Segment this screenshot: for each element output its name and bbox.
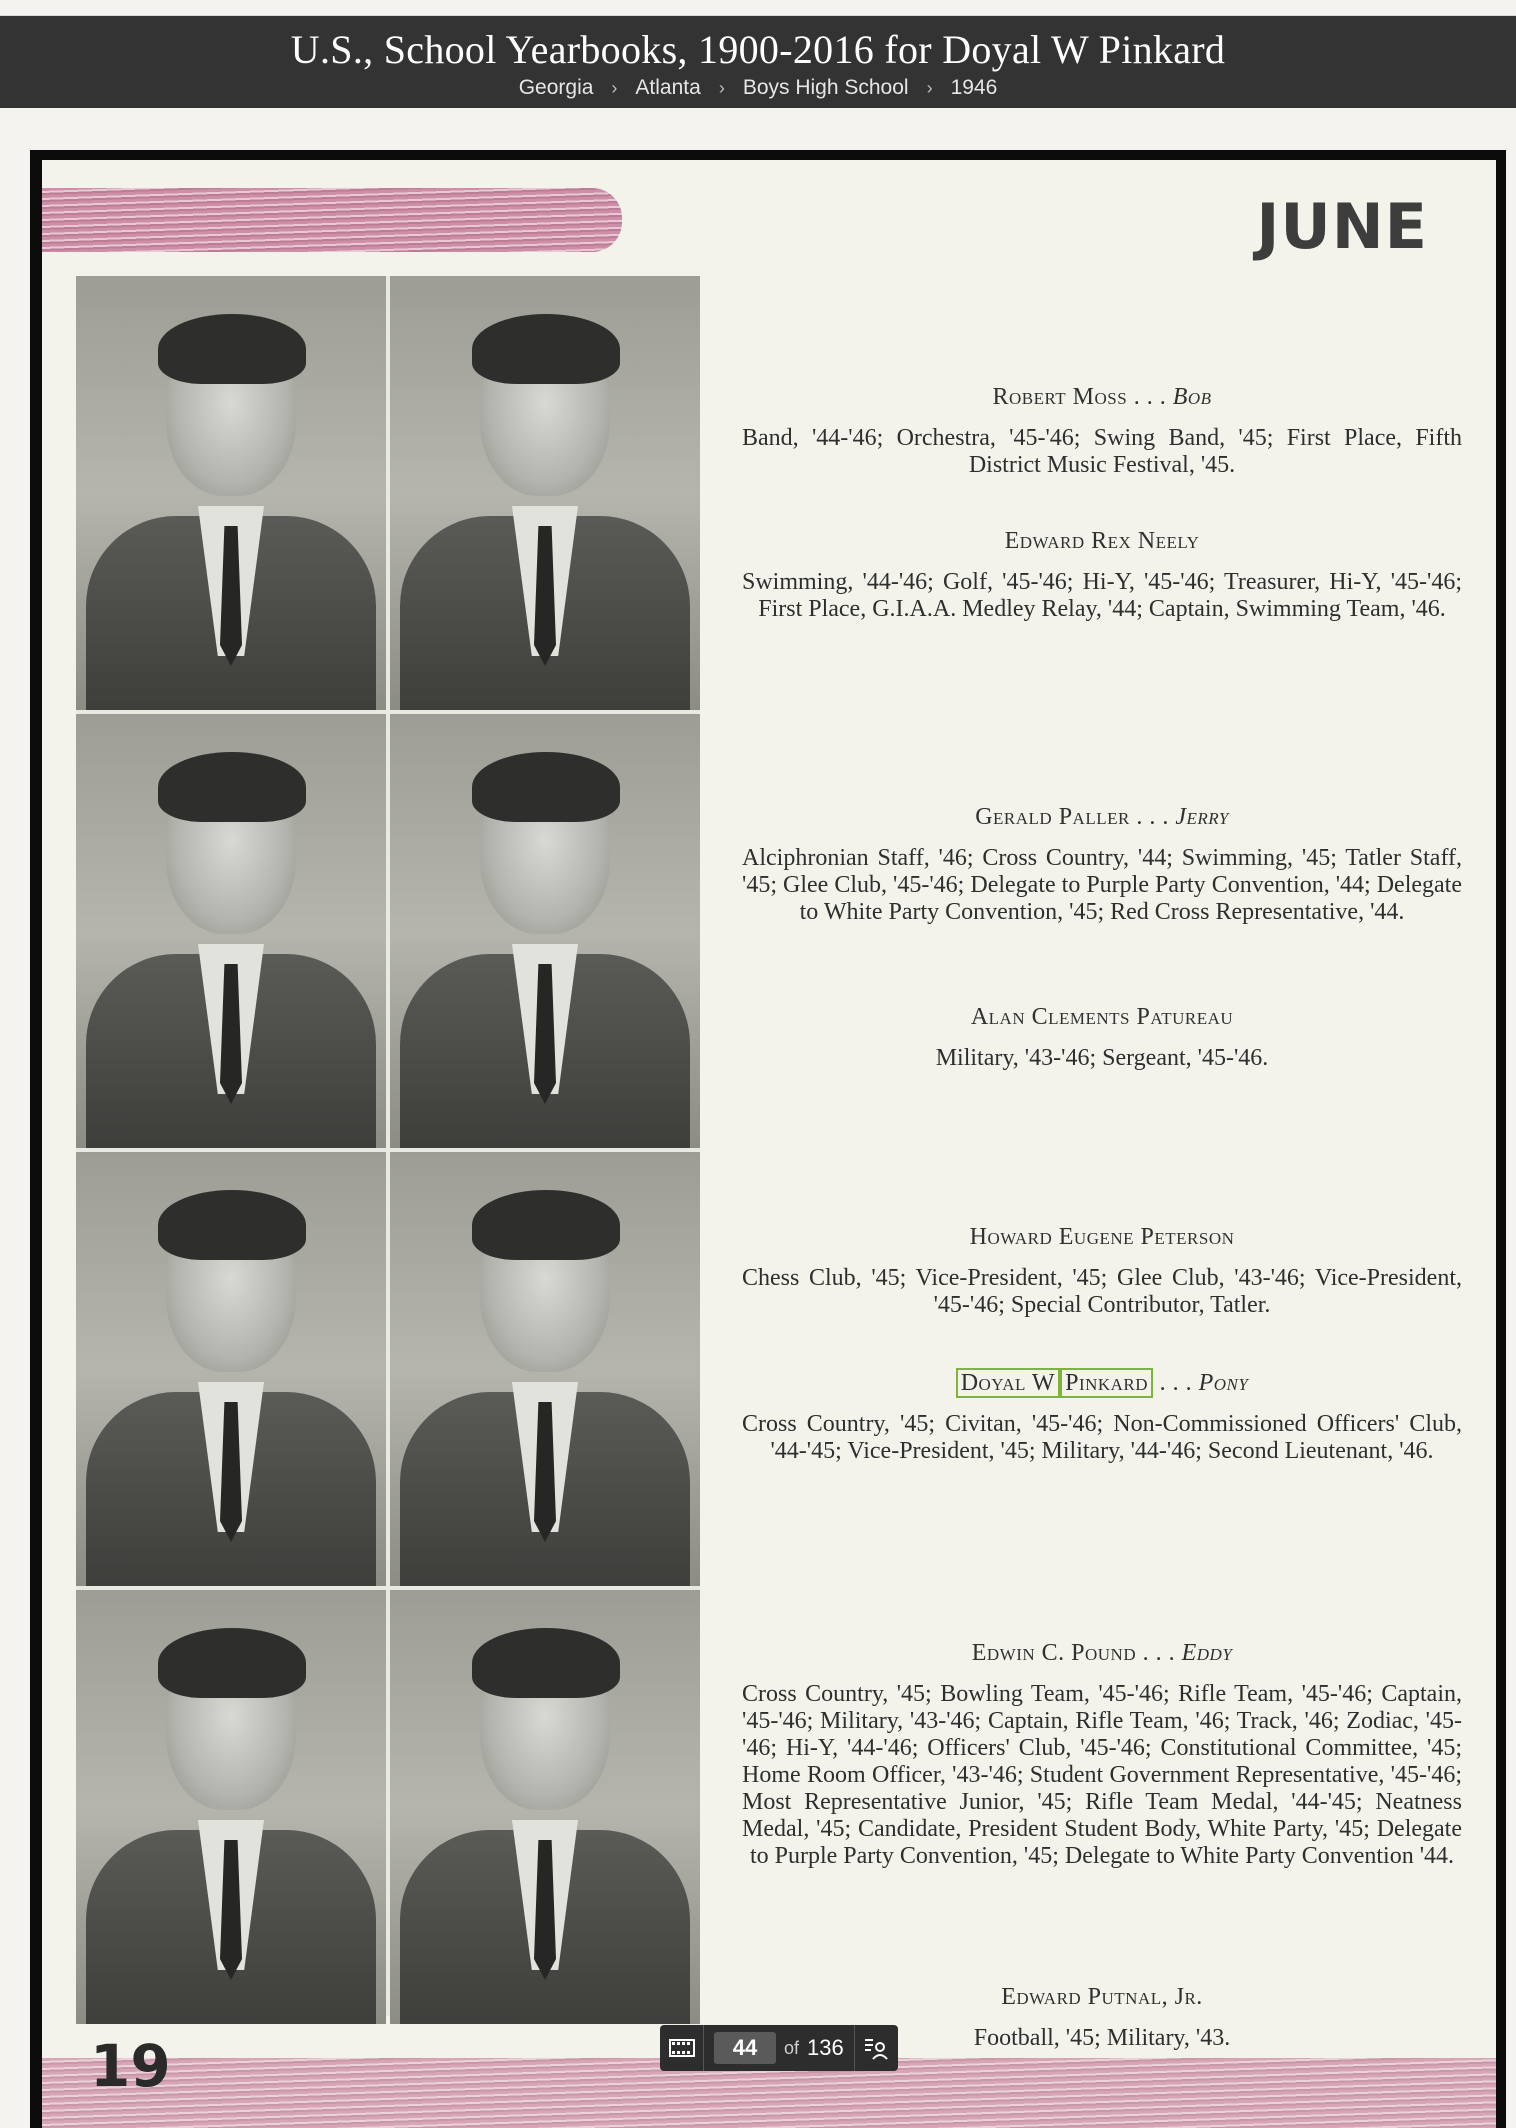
student-entry [742, 1224, 1462, 1319]
student-nickname: Eddy [1181, 1640, 1233, 1666]
portrait-grid [76, 276, 700, 2016]
student-name: Edward Putnal, Jr. [1001, 1984, 1203, 2010]
person-index-icon [863, 2035, 889, 2061]
student-name: Gerald Paller [975, 804, 1130, 830]
decorative-brush-stroke [42, 188, 622, 252]
chevron-right-icon: › [926, 77, 933, 98]
student-activities: Cross Country, '45; Bowling Team, '45-'46; Rifle Team, '45-'46; Captain, '45-'46; Military, '43-'46; Captain, Rifle Team, '46; Track, '46; Zodiac, '45-'46; Hi-Y, '44-'46; Officers' Club, '45-'46; Constitutional Committee, '45; Home Room Officer, '43-'46; Student Government Representative, '45-'46; Most Representative Junior, '45; Rifle Team Medal, '44-'45; Neatness Medal, '45; Candidate, President Student Body, White Party, '45; Delegate to Purple Party Convention, '45; Delegate to White Party Convention '44. [742, 1681, 1462, 1869]
highlighted-last-name[interactable]: Pinkard [1060, 1368, 1153, 1398]
portrait-photo [390, 1590, 700, 2024]
yearbook-page[interactable] [42, 160, 1496, 2128]
student-entry [742, 528, 1462, 623]
total-pages: 136 [807, 2035, 844, 2060]
student-name: Edward Rex Neely [1004, 528, 1200, 554]
student-entry: Edwin C. Pound . . . Eddy Cross Country, '45; Bowling Team, '45-'46; Rifle Team, '45-'46; Captain, '45-'46; Military, '43-'46; Captain, Rifle Team, '46; Track, '46; Zodiac, '45-'46; Hi-Y, '44-'46; Officers' Club, '45-'46; Constitutional Committee, '45; Home Room Officer, '43-'46; Student Government Representative, '45-'46; Most Representative Junior, '45; Rifle Team Medal, '44-'45; Neatness Medal, '45; Candidate, President Student Body, White Party, '45; Delegate to Purple Party Convention, '45; Delegate to White Party Convention '44. [742, 1640, 1462, 1869]
student-activities: Cross Country, '45; Civitan, '45-'46; Non-Commissioned Officers' Club, '44-'45; Vice-President, '45; Military, '44-'46; Second Lieutenant, '46. [742, 1411, 1462, 1464]
highlighted-first-name[interactable]: Doyal W [956, 1368, 1060, 1398]
breadcrumb-city[interactable]: Atlanta [635, 76, 701, 99]
student-entry: Robert Moss . . . Bob Band, '44-'46; Orchestra, '45-'46; Swing Band, '45; First Place, Fifth District Music Festival, '45. [742, 384, 1462, 478]
student-nickname: Pony [1198, 1370, 1249, 1396]
student-activities: Military, '43-'46; Sergeant, '45-'46. [935, 1045, 1269, 1071]
student-entry: Gerald Paller . . . Jerry Alciphronian Staff, '46; Cross Country, '44; Swimming, '45; Tatler Staff, '45; Glee Club, '45-'46; Delegate to Purple Party Convention, '44; Delegate to White Party Convention, '45; Red Cross Representative, '44. [742, 804, 1462, 925]
breadcrumb [0, 76, 1516, 100]
student-activities: Swimming, '44-'46; Golf, '45-'46; Hi-Y, '45-'46; Treasurer, Hi-Y, '45-'46; First Place, G.I.A.A. Medley Relay, '44; Captain, Swimming Team, '46. [742, 569, 1462, 622]
student-activities: Football, '45; Military, '43. [973, 2025, 1231, 2051]
student-nickname: Bob [1172, 384, 1212, 410]
browser-top-strip [0, 0, 1516, 16]
student-name: Edwin C. Pound [971, 1640, 1137, 1666]
portrait-photo [76, 1590, 386, 2024]
page-indicator [704, 2032, 854, 2064]
printed-page-number: 19 [90, 2032, 171, 2100]
chevron-right-icon: › [718, 77, 725, 98]
student-name: Alan Clements Patureau [970, 1004, 1234, 1030]
of-label: of [784, 2037, 800, 2058]
student-name: Robert Moss [992, 384, 1128, 410]
portrait-photo [76, 276, 386, 710]
person-index-button[interactable] [854, 2025, 898, 2071]
student-activities: Band, '44-'46; Orchestra, '45-'46; Swing Band, '45; First Place, Fifth District Music Festival, '45. [742, 425, 1462, 478]
month-heading: JUNE [1256, 190, 1428, 263]
portrait-photo [76, 714, 386, 1148]
chevron-right-icon: › [611, 77, 618, 98]
filmstrip-icon [669, 2038, 695, 2058]
student-name: Howard Eugene Peterson [969, 1224, 1235, 1250]
record-header [0, 16, 1516, 108]
page-number-input[interactable] [714, 2032, 776, 2064]
portrait-photo [390, 276, 700, 710]
record-title: U.S., School Yearbooks, 1900-2016 for Doyal W Pinkard [290, 27, 1226, 72]
breadcrumb-school[interactable]: Boys High School [742, 76, 909, 99]
page-navigation-toolbar [660, 2025, 898, 2071]
breadcrumb-state[interactable]: Georgia [518, 76, 594, 99]
student-entry [742, 1004, 1462, 1072]
student-entry-highlighted: Doyal W Pinkard . . . Pony Cross Country, '45; Civitan, '45-'46; Non-Commissioned Officers' Club, '44-'45; Vice-President, '45; Military, '44-'46; Second Lieutenant, '46. [742, 1370, 1462, 1464]
student-activities: Chess Club, '45; Vice-President, '45; Glee Club, '43-'46; Vice-President, '45-'46; Special Contributor, Tatler. [742, 1265, 1462, 1318]
breadcrumb-year[interactable]: 1946 [950, 76, 998, 99]
student-activities: Alciphronian Staff, '46; Cross Country, '44; Swimming, '45; Tatler Staff, '45; Glee Club, '45-'46; Delegate to Purple Party Convention, '44; Delegate to White Party Convention, '45; Red Cross Representative, '44. [742, 845, 1462, 925]
portrait-photo [76, 1152, 386, 1586]
portrait-photo-highlighted-person [390, 1152, 700, 1586]
filmstrip-button[interactable] [660, 2025, 704, 2071]
student-nickname: Jerry [1175, 804, 1229, 830]
portrait-photo [390, 714, 700, 1148]
